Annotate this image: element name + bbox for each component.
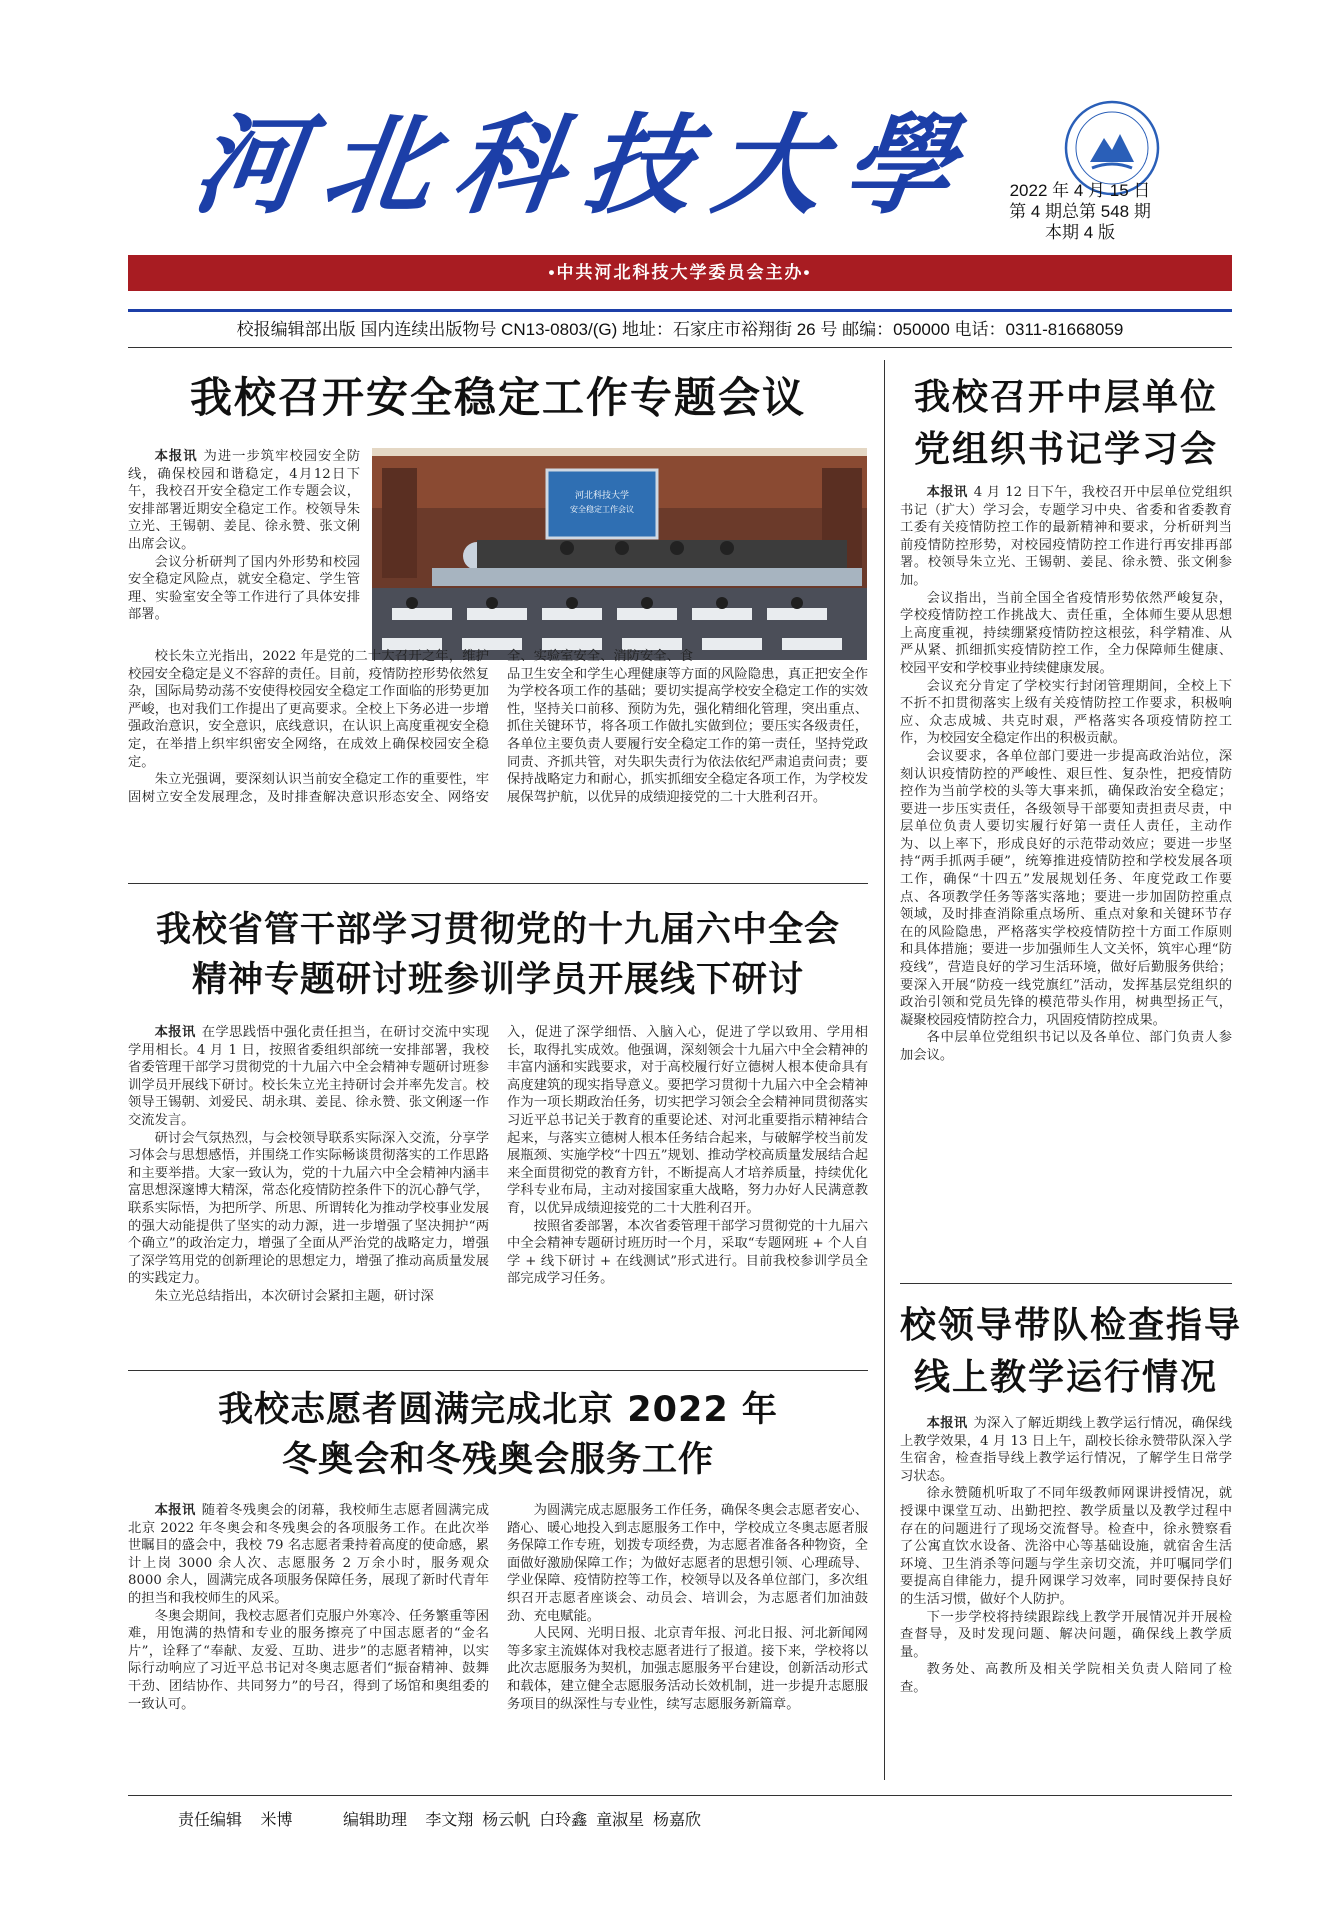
sponsor-banner	[128, 255, 1232, 291]
article-body	[128, 648, 868, 858]
paragraph: 徐永赞随机听取了不同年级教师网课讲授情况，就授课中课堂互动、出勤把控、教学质量以及教学过程中存在的问题进行了现场交流督导。检查中，徐永赞察看了公寓直饮水设备、洗浴中心等基础设施，就宿舍生活环境、卫生消杀等问题与学生亲切交流，并叮嘱同学们要提高自律能力，提升网课学习效率，同时要保持良好的生活习惯，做好个人防护。	[900, 1486, 1232, 1607]
publication-info: 校报编辑部出版 国内连续出版物号 CN13-0803/(G) 地址：石家庄市裕翔街 26 号 邮编：050000 电话：0311-81668059	[236, 320, 1124, 339]
newspaper-title: 河北科技大學	[186, 103, 984, 229]
paragraph: 研讨会气氛热烈，与会校领导联系实际深入交流，分享学习体会与思想感悟，并围绕工作实际畅谈贯彻落实的工作思路和主要举措。大家一致认为，党的十九届六中全会精神内涵丰富思想深邃博大精深，常态化疫情防控条件下的沉心静气学，联系实际悟，为把所学、所思、所谓转化为推动学校事业发展的强大动能提供了坚实的动力源，进一步增强了坚决拥护“两个确立”的政治定力，增强了全面从严治党的战略定力，增强了深学笃用党的创新理论的思想定力，增强了推动高质量发展的实践定力。	[128, 1130, 489, 1287]
article-body	[900, 1415, 1232, 1697]
paragraph: 随着冬残奥会的闭幕，我校师生志愿者圆满完成北京 2022 年冬奥会和冬残奥会的各项服务工作。在此次举世瞩目的盛会中，我校 79 名志愿者秉持着高度的使命感，累计上岗 3000 余人次、志愿服务 2 万余小时，服务观众 8000 余人，圆满完成各项服务保障任务，展现了新时代青年的担当和我校师生的风采。	[128, 1503, 490, 1606]
paragraph: 4 月 12 日下午，我校召开中层单位党组织书记（扩大）学习会，专题学习中央、省委和省委教育工委有关疫情防控工作的最新精神和要求，分析研判当前疫情防控形势，对校园疫情防控工作进行再安排再部署。校领导朱立光、王锡朝、姜昆、徐永赞、张文俐参加。	[900, 485, 1233, 588]
paragraph: 校长朱立光指出，2022 年是党的二十大召开之年，维护校园安全稳定是义不容辞的责任。目前，疫情防控形势依然复杂，国际局势动荡不安使得校园安全稳定工作面临的形势更加严峻，也对我们工作提出了更高要求。全校上下务必进一步增强政治意识，安全意识，底线意识，在认识上高度重视安全稳定，在举措上织牢织密安全网络，在成效上确保校园安全稳定。	[128, 649, 489, 770]
headline-line: 校领导带队检查指导	[900, 1305, 1243, 1346]
paragraph: 人民网、光明日报、北京青年报、河北日报、河北新闻网等多家主流媒体对我校志愿者进行了报道。接下来，学校将以此次志愿服务为契机，加强志愿服务平台建设，创新活动形式和载体，建立健全志愿服务活动长效机制，进一步提升志愿服务项目的纵深性与专业性，续写志愿服务新篇章。	[507, 1626, 868, 1712]
paragraph: 教务处、高教所及相关学院相关负责人陪同了检查。	[900, 1662, 1232, 1695]
section-divider	[128, 1370, 868, 1371]
headline-line: 线上教学运行情况	[913, 1357, 1218, 1398]
editor-credits	[178, 1810, 1178, 1832]
article-body	[900, 484, 1232, 1065]
paragraph: 朱立光总结指出，本次研讨会紧扣主题，研讨深	[154, 1288, 434, 1304]
article-headline	[128, 905, 868, 1005]
section-divider	[900, 1283, 1232, 1284]
column-divider	[884, 360, 885, 1780]
assistant-names: 李文翔 杨云帆 白玲鑫 童淑星 杨嘉欣	[425, 1812, 701, 1829]
svg-text:安全稳定工作会议: 安全稳定工作会议	[570, 505, 634, 514]
headline-line: 党组织书记学习会	[913, 429, 1218, 470]
headline-line: 我校志愿者圆满完成北京 2022 年	[218, 1390, 778, 1430]
issue-pages: 本期 4 版	[1045, 223, 1115, 242]
section-divider	[128, 883, 868, 884]
headline-line: 冬奥会和冬残奥会服务工作	[281, 1440, 714, 1480]
headline-line: 我校省管干部学习贯彻党的十九届六中全会	[155, 910, 840, 950]
article-body	[128, 1502, 868, 1787]
paragraph: 入，促进了深学细悟、入脑入心，促进了学以致用、学用相长，取得扎实成效。他强调，深刻领会十九届六中全会精神的丰富内涵和实践要求，对于高校履行好立德树人根本使命具有高度建筑的现实指导意义。要把学习贯彻十九届六中全会精神作为一项长期政治任务，切实把学习领会全会精神同贯彻落实习近平总书记关于教育的重要论述、对河北重要指示精神结合起来，与落实立德树人根本任务结合起来，与破解学校当前发展瓶颈、实施学校“十四五”规划、推动学校高质量发展结合起来全面贯彻党的教育方针，不断提高人才培养质量，持续优化学科专业布局，主动对接国家重大战略，努力办好人民满意教育，以优异成绩迎接党的二十大胜利召开。	[507, 1025, 868, 1216]
article-lead: 本报讯	[154, 449, 198, 464]
meeting-photo	[372, 448, 867, 660]
paragraph: 各中层单位党组织书记以及各单位、部门负责人参加会议。	[900, 1030, 1232, 1063]
article-lead: 本报讯	[154, 1503, 196, 1518]
editor-name: 米博	[260, 1812, 293, 1829]
assistant-label: 编辑助理	[342, 1812, 407, 1829]
paragraph: 品卫生安全和学生心理健康等方面的风险隐患，真正把安全作为学校各项工作的基础；要切实提高学校安全稳定工作的实效性，坚持关口前移、预防为先，强化精细化管理，突出重点、抓住关键环节，将各项工作做扎实做到位；要压实各级责任，各单位主要负责人要履行安全稳定工作的第一责任，坚持党政同责、齐抓共管，对失职失责行为依法依纪严肃追责问责；要保持战略定力和耐心，抓实抓细安全稳定各项工作，为学校发展保驾护航，以优异的成绩迎接党的二十大胜利召开。	[507, 666, 868, 805]
paragraph: 下一步学校将持续跟踪线上教学开展情况并开展检查督导，及时发现问题、解决问题，确保线上教学质量。	[900, 1609, 1232, 1660]
article-lead: 本报讯	[154, 1025, 196, 1040]
paragraph: 在学思践悟中强化责任担当，在研讨交流中实现学用相长。4 月 1 日，按照省委组织部统一安排部署，我校省委管理干部学习贯彻党的十九届六中全会精神专题研讨班参训学员开展线下研讨。校长朱立光主持研讨会并率先发言。校领导王锡朝、刘爱民、胡永琪、姜昆、徐永赞、张文俐逐一作交流发言。	[128, 1025, 490, 1128]
paragraph: 为深入了解近期线上教学运行情况，确保线上教学效果，4 月 13 日上午，副校长徐永赞带队深入学生宿舍，检查指导线上教学运行情况，了解学生日常学习状态。	[900, 1416, 1233, 1484]
sponsor-text: •中共河北科技大学委员会主办•	[548, 263, 812, 282]
issue-date: 2022 年 4 月 15 日	[1009, 181, 1151, 200]
article-headline	[900, 372, 1232, 476]
paragraph: 按照省委部署，本次省委管理干部学习贯彻党的十九届六中全会精神专题研讨班历时一个月，采取“专题网班 + 个人自学 + 线下研讨 + 在线测试”形式进行。目前我校参训学员全部完成学习任务。	[507, 1218, 868, 1287]
issue-info	[980, 180, 1180, 243]
header-rule	[128, 347, 1232, 348]
paragraph: 会议充分肯定了学校实行封闭管理期间，全校上下不折不扣贯彻落实上级有关疫情防控工作要求，积极响应、众志成城、共克时艰，严格落实各项疫情防控工作，为校园安全稳定作出的积极贡献。	[900, 678, 1232, 747]
svg-text:河北科技大学: 河北科技大学	[574, 491, 630, 501]
issue-number: 第 4 期总第 548 期	[1009, 202, 1151, 221]
paragraph: 朱立光强调，要深刻认识当前安全稳定工作的重要性，牢固树立安全发展理念，及时排查解决意识形态安全、网络安全、实验室安全、消防安全、食	[128, 649, 694, 805]
headline-line: 我校召开中层单位	[913, 377, 1218, 418]
paragraph: 会议要求，各单位部门要进一步提高政治站位，深刻认识疫情防控的严峻性、艰巨性、复杂性，把疫情防控作为当前学校的头等大事来抓，确保政治安全稳定；要进一步压实责任，各级领导干部要知责担责尽责，中层单位负责人要切实履行好第一责任人责任，主动作为、以上率下，形成良好的示范带动效应；要进一步坚持“两手抓两手硬”，统筹推进疫情防控和学校发展各项工作，确保“十四五”发展规划任务、年度党政工作要点、各项教学任务等落实落地；要进一步加固防控重点领域，及时排查消除重点场所、重点对象和关键环节存在的风险隐患，严格落实学校疫情防控十方面工作原则和具体措施；要进一步加强师生人文关怀，筑牢心理“防疫线”，营造良好的学习生活环境，做好后勤服务供给；要深入开展“防疫一线党旗红”活动，发挥基层党组织的政治引领和党员先锋的模范带头作用，树典型扬正气，凝聚校园疫情防控合力，巩固疫情防控成果。	[900, 748, 1232, 1028]
article-headline	[900, 1300, 1243, 1404]
paragraph: 冬奥会期间，我校志愿者们克服户外寒冷、任务繁重等困难，用饱满的热情和专业的服务擦亮了中国志愿者的“金名片”，诠释了“奉献、友爱、互助、进步”的志愿者精神，以实际行动响应了习近平总书记对冬奥志愿者们“振奋精神、鼓舞干劲、团结协作、共同努力”的号召，得到了场馆和奥组委的一致认可。	[128, 1608, 489, 1712]
footer-rule	[128, 1795, 1232, 1796]
paragraph: 会议指出，当前全国全省疫情形势依然严峻复杂，学校疫情防控工作挑战大、责任重，全体师生要从思想上高度重视，持续绷紧疫情防控这根弦，科学精准、从严从紧、抓细抓实疫情防控工作，全力保障师生健康、校园平安和学校事业持续健康发展。	[900, 590, 1232, 676]
article-headline	[128, 1385, 868, 1485]
article-body	[128, 1024, 868, 1354]
paragraph: 会议分析研判了国内外形势和校园安全稳定风险点，就安全稳定、学生管理、实验室安全等工作进行了具体安排部署。	[128, 554, 360, 623]
paragraph: 为进一步筑牢校园安全防线，确保校园和谐稳定，4月12日下午，我校召开安全稳定工作专题会议，安排部署近期安全稳定工作。校领导朱立光、王锡朝、姜昆、徐永赞、张文俐出席会议。	[128, 449, 361, 552]
editor-label: 责任编辑	[178, 1812, 243, 1829]
article-lead: 本报讯	[926, 485, 968, 500]
paragraph: 为圆满完成志愿服务工作任务，确保冬奥会志愿者安心、踏心、暖心地投入到志愿服务工作中，学校成立冬奥志愿者服务保障工作专班，划拨专项经费，为志愿者准备各种物资，全面做好激励保障工作；为做好志愿者的思想引领、心理疏导、学业保障、疫情防控等工作，校领导以及各单位部门，多次组织召开志愿者座谈会、动员会、培训会，为志愿者们加油鼓劲、充电赋能。	[507, 1503, 868, 1624]
article-headline: 我校召开安全稳定工作专题会议	[189, 373, 806, 422]
masthead-divider	[128, 309, 1232, 312]
headline-line: 精神专题研讨班参训学员开展线下研讨	[191, 960, 804, 1000]
article-body	[128, 448, 360, 624]
article-lead: 本报讯	[926, 1416, 968, 1431]
